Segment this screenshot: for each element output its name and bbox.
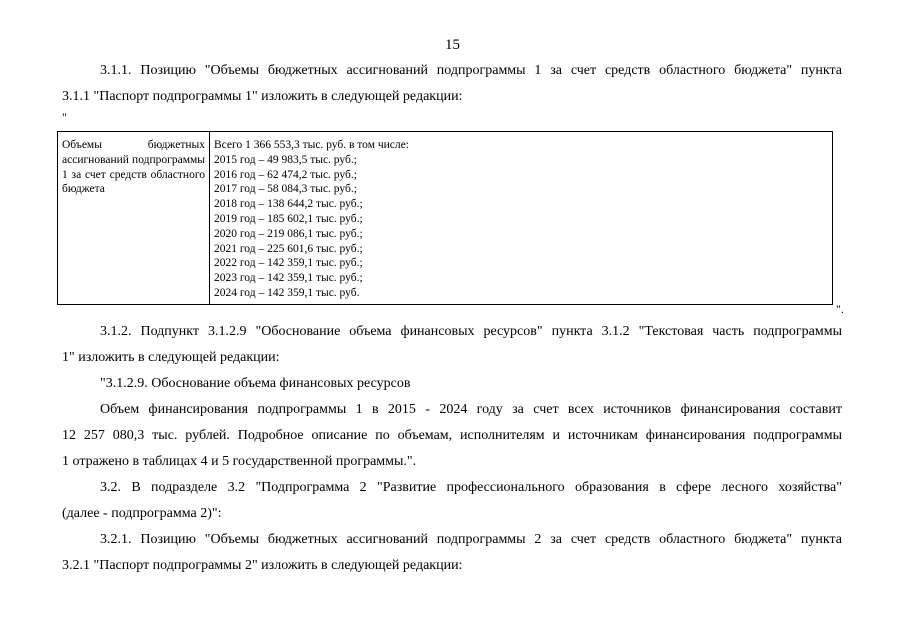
paragraph-3-2-1	[62, 527, 842, 579]
funding-year-row: 2018 год – 138 644,2 тыс. руб.;	[214, 198, 363, 211]
passport-table	[57, 131, 833, 305]
page-number: 15	[445, 37, 460, 53]
funding-year-row: 2021 год – 225 601,6 тыс. руб.;	[214, 242, 363, 255]
table-row	[58, 132, 833, 305]
text-line: (далее - подпрограмма 2)":	[62, 506, 222, 521]
text-line: 3.2. В подразделе 3.2 "Подпрограмма 2 "Развитие профессионального образования в сфере лесного хозяйства"	[100, 480, 842, 495]
funding-year-row: 2015 год – 49 983,5 тыс. руб.;	[214, 153, 357, 166]
text-line: 12 257 080,3 тыс. рублей. Подробное описание по объемам, исполнителям и источникам финансирования подпрограммы	[62, 428, 842, 443]
opening-quote: "	[62, 110, 67, 124]
text-line: 1 отражено в таблицах 4 и 5 государственной программы.".	[62, 454, 417, 469]
paragraph-funding-volume	[62, 397, 842, 475]
text-line: 1" изложить в следующей редакции:	[62, 350, 280, 365]
funding-year-row: 2019 год – 185 602,1 тыс. руб.;	[214, 212, 363, 225]
funding-year-row: 2024 год – 142 359,1 тыс. руб.	[214, 286, 360, 299]
text-line: "3.1.2.9. Обоснование объема финансовых ресурсов	[100, 376, 411, 391]
text-line: Объем финансирования подпрограммы 1 в 2015 - 2024 году за счет всех источников финансирования составит	[100, 402, 842, 417]
table-value-cell	[210, 132, 833, 305]
text-line: 3.1.1. Позицию "Объемы бюджетных ассигнований подпрограммы 1 за счет средств областного бюджета" пункта	[100, 63, 842, 78]
funding-year-row: 2023 год – 142 359,1 тыс. руб.;	[214, 272, 363, 285]
text-line: 3.1.1 "Паспорт подпрограммы 1" изложить в следующей редакции:	[62, 89, 463, 104]
funding-year-row: 2020 год – 219 086,1 тыс. руб.;	[214, 227, 363, 240]
paragraph-3-1-2	[62, 319, 842, 371]
funding-year-row: 2022 год – 142 359,1 тыс. руб.;	[214, 257, 363, 270]
funding-year-row: 2017 год – 58 084,3 тыс. руб.;	[214, 183, 357, 196]
closing-quote: ".	[836, 302, 844, 316]
paragraph-3-1-1	[62, 58, 842, 110]
text-line: 3.1.2. Подпункт 3.1.2.9 "Обоснование объема финансовых ресурсов" пункта 3.1.2 "Текстовая часть подпрограммы	[100, 324, 842, 339]
text-line: 3.2.1 "Паспорт подпрограммы 2" изложить в следующей редакции:	[62, 558, 463, 573]
text-line: 3.2.1. Позицию "Объемы бюджетных ассигнований подпрограммы 2 за счет средств областного бюджета" пункта	[100, 532, 842, 547]
funding-year-row: 2016 год – 62 474,2 тыс. руб.;	[214, 168, 357, 181]
funding-total: Всего 1 366 553,3 тыс. руб. в том числе:	[214, 139, 409, 151]
paragraph-3-1-2-9-heading	[62, 371, 842, 397]
paragraph-3-2	[62, 475, 842, 527]
table-label-cell: Объемы бюджетных ассигнований подпрограммы 1 за счет средств областного бюджета	[58, 132, 210, 305]
